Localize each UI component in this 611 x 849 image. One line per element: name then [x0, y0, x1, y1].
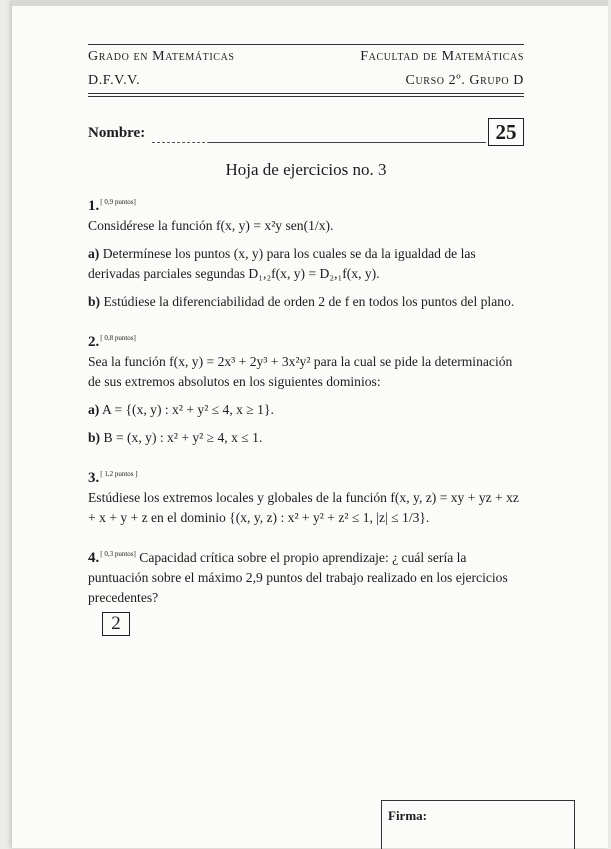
- exercise-number: 2.: [88, 334, 100, 350]
- degree-name: Grado en Matemáticas: [88, 49, 235, 64]
- exercise-list: [88, 192, 524, 644]
- self-grade-box: 2: [102, 612, 130, 636]
- signature-label: Firma:: [388, 808, 427, 823]
- name-row: [88, 118, 524, 148]
- header-bottom-rule: [88, 93, 524, 97]
- exercise-number: 4.: [88, 550, 100, 566]
- exercise-intro: Capacidad crítica sobre el propio aprendizaje: ¿ cuál sería la puntuación sobre el máximo 2,9 puntos del trabajo realizado en los ejercicios precedentes?: [88, 550, 508, 605]
- exercise-number: 1.: [88, 198, 100, 214]
- top-edge: [12, 0, 608, 6]
- name-underline: [208, 142, 486, 143]
- exercise-intro: Sea la función f(x, y) = 2x³ + 2y³ + 3x²y² para la cual se pide la determinación de sus extremos absolutos en los siguientes dominios:: [88, 354, 513, 389]
- exercise-item: a) A = {(x, y) : x² + y² ≤ 4, x ≥ 1}.: [88, 402, 274, 417]
- exercise-intro: Estúdiese los extremos locales y globales de la función f(x, y, z) = xy + yz + xz + x + y + z en el dominio {(x, y, z) : x² + y² + z² ≤ 1, |z| ≤ 1/3}.: [88, 490, 519, 525]
- exercise-intro: Considérese la función f(x, y) = x²y sen(1/x).: [88, 218, 334, 233]
- exercise-points: [ 1,2 puntos ]: [100, 470, 138, 478]
- exam-sheet: [12, 0, 608, 848]
- signature-box[interactable]: [381, 800, 575, 849]
- header-top-rule: [88, 44, 524, 45]
- exercise-points: [ 0,9 puntos]: [100, 198, 136, 206]
- exercise-item: b) Estúdiese la diferenciabilidad de orden 2 de f en todos los puntos del plano.: [88, 294, 515, 309]
- exercise-3: [88, 464, 524, 528]
- exercise-2: [88, 328, 524, 448]
- exercise-points: [ 0,8 puntos]: [100, 334, 136, 342]
- exercise-item: a) Determínese los puntos (x, y) para los cuales se da la igualdad de las derivadas parciales segundas D₁,₂f(x, y) = D₂,₁f(x, y).: [88, 246, 476, 281]
- page-title: Hoja de ejercicios no. 3: [225, 160, 387, 179]
- name-label: Nombre:: [88, 125, 146, 141]
- exercise-1: [88, 192, 524, 312]
- exercise-points: [ 0,3 puntos]: [100, 550, 136, 558]
- department: D.F.V.V.: [88, 73, 141, 88]
- faculty-name: Facultad de Matemáticas: [360, 49, 524, 64]
- header: [88, 44, 524, 97]
- exercise-number: 3.: [88, 470, 100, 486]
- exercise-item: b) B = (x, y) : x² + y² ≥ 4, x ≤ 1.: [88, 430, 263, 445]
- score-box: 25: [488, 118, 524, 146]
- course-group: Curso 2º. Grupo D: [405, 73, 524, 88]
- exercise-4: [88, 544, 524, 636]
